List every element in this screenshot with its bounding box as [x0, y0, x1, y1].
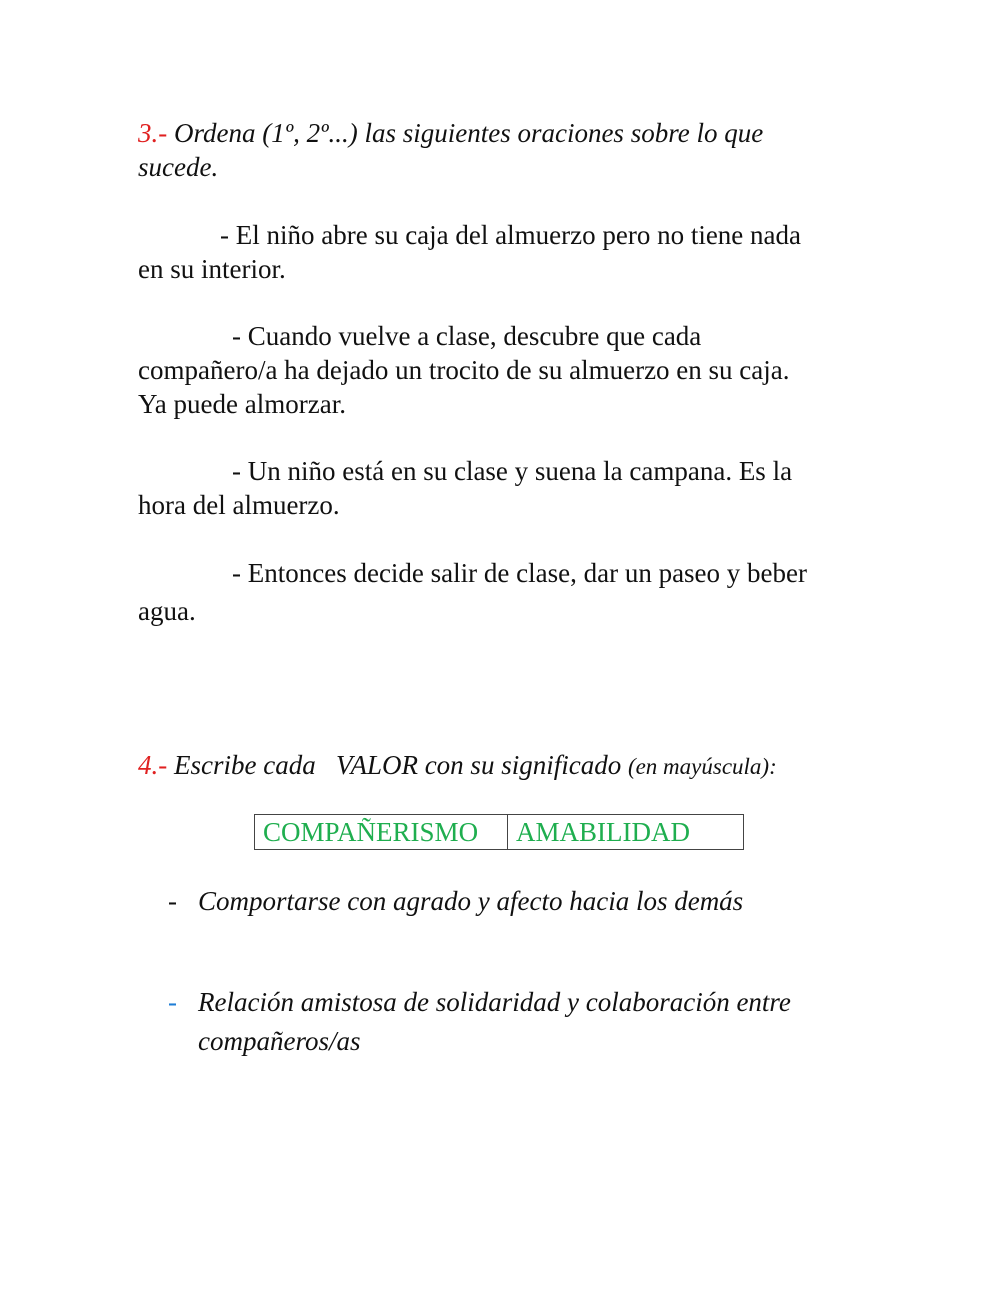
q4-instruction-text: Escribe cada VALOR con su significado	[174, 750, 622, 780]
q3-sentence-4-line1: - Entonces decide salir de clase, dar un paseo y beber	[232, 558, 808, 588]
definition-1-line1: Comportarse con agrado y afecto hacia los demás	[198, 886, 744, 916]
q3-sentence-4-line2: agua.	[138, 596, 196, 626]
q3-sentence-2-line2: compañero/a ha dejado un trocito de su almuerzo en su caja.	[138, 355, 790, 385]
q4-instruction	[138, 748, 777, 784]
word-amabilidad[interactable]: AMABILIDAD	[516, 817, 690, 847]
q3-instruction-text: Ordena (1º, 2º...) las siguientes oraciones sobre lo que	[174, 118, 764, 148]
q3-instruction-line2: sucede.	[138, 152, 219, 182]
q3-sentence-3-line1: - Un niño está en su clase y suena la campana. Es la	[232, 456, 793, 486]
q3-sentence-1-line1: - El niño abre su caja del almuerzo pero no tiene nada	[220, 220, 802, 250]
word-companerismo[interactable]: COMPAÑERISMO	[255, 815, 508, 849]
q3-sentence-2-line3: Ya puede almorzar.	[138, 389, 346, 419]
definition-2-bullet: -	[168, 987, 177, 1017]
q3-sentence-2-line1: - Cuando vuelve a clase, descubre que cada	[232, 321, 702, 351]
q3-number: 3.-	[138, 118, 168, 148]
definition-2-line1: Relación amistosa de solidaridad y colaboración entre	[198, 987, 791, 1017]
definition-2-line2: compañeros/as	[198, 1026, 361, 1056]
q3-sentence-1-line2: en su interior.	[138, 254, 286, 284]
definition-1-bullet: -	[168, 886, 177, 916]
word-bank	[254, 814, 744, 850]
q4-instruction-note: (en mayúscula):	[627, 754, 777, 779]
q4-number: 4.-	[138, 750, 168, 780]
q3-sentence-3-line2: hora del almuerzo.	[138, 490, 340, 520]
q3-instruction-line1	[138, 116, 763, 150]
